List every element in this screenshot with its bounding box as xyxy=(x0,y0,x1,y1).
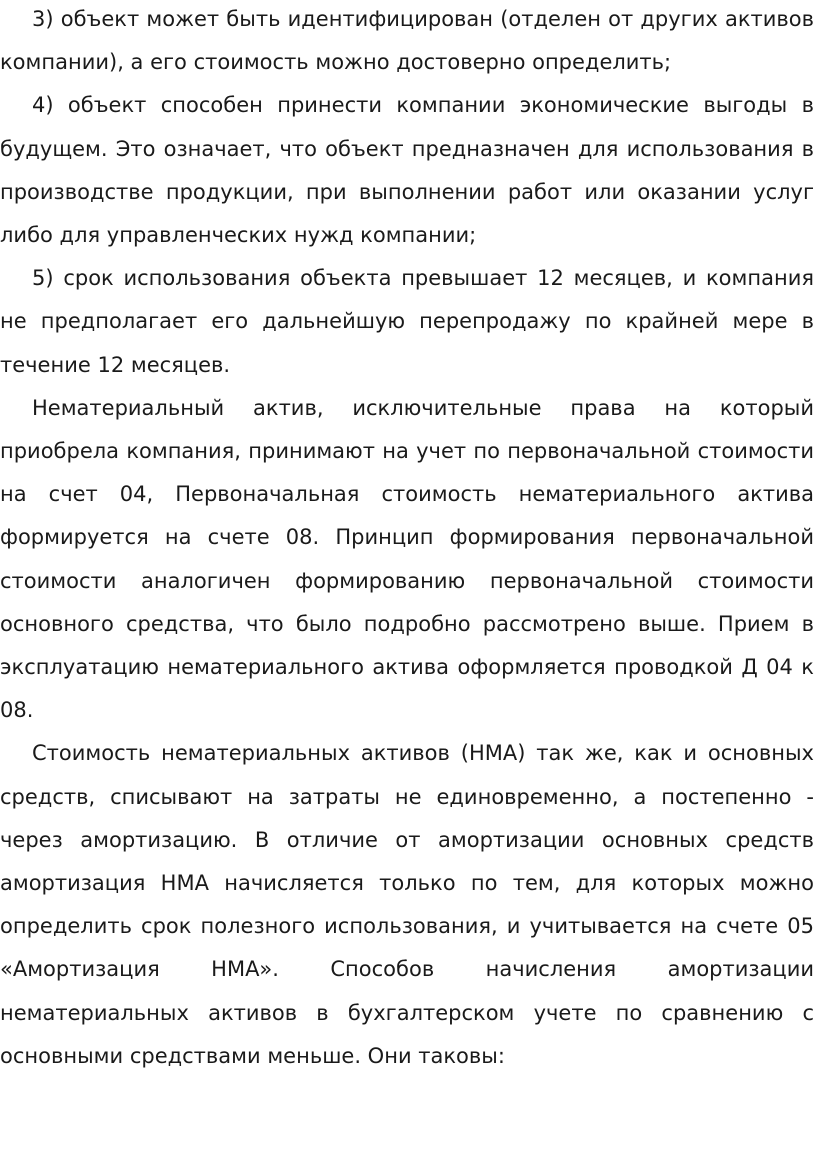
paragraph-criterion-5: 5) срок использования объекта превышает 12 месяцев, и компания не предполагает его дальнейшую перепродажу по крайней мере в течение 12 месяцев. xyxy=(0,266,814,377)
paragraph-intangible-asset-recognition: Нематериальный актив, исключительные права на который приобрела компания, принимают на учет по первоначальной стоимости на счет 04, Первоначальная стоимость нематериального актива формируется на счете 08. Принцип формирования первоначальной стоимости аналогичен формированию первоначальной стоимости основного средства, что было подробно рассмотрено выше. Прием в эксплуатацию нематериального актива оформляется проводкой Д 04 к 08. xyxy=(0,395,814,723)
paragraph-amortization: Стоимость нематериальных активов (НМА) так же, как и основных средств, списывают на затраты не единовременно, а постепенно - через амортизацию. В отличие от амортизации основных средств амортизация НМА начисляется только по тем, для которых можно определить срок полезного использования, и учитывается на счете 05 «Амортизация НМА». Способов начисления амортизации нематериальных активов в бухгалтерском учете по сравнению с основными средствами меньше. Они таковы: xyxy=(0,741,814,1068)
paragraph-criterion-3: 3) объект может быть идентифицирован (отделен от других активов компании), а его стоимость можно достоверно определить; xyxy=(0,7,814,75)
paragraph-criterion-4: 4) объект способен принести компании экономические выгоды в будущем. Это означает, что объект предназначен для использования в производстве продукции, при выполнении работ или оказании услуг либо для управленческих нужд компании; xyxy=(0,93,814,248)
